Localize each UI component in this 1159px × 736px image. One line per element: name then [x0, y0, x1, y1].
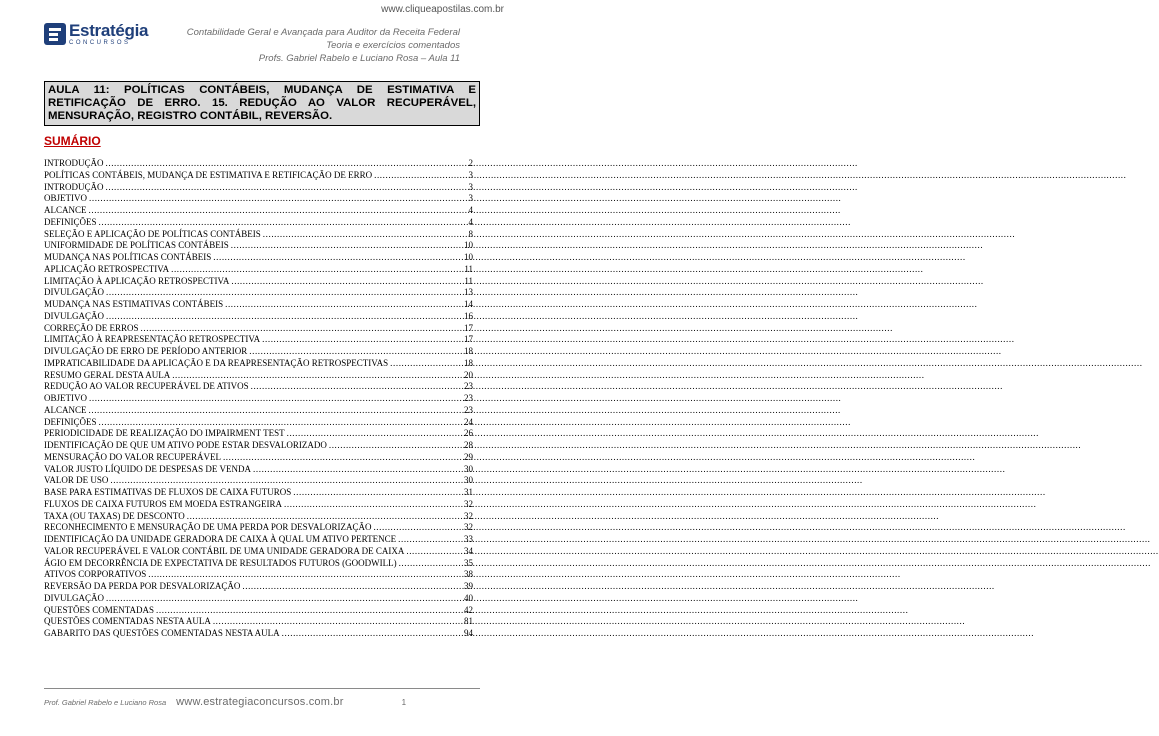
toc-entry-title: REVERSÃO DA PERDA POR DESVALORIZAÇÃO	[44, 581, 241, 591]
toc-entry-page: 3	[468, 181, 473, 192]
toc-leader-dots	[249, 346, 462, 358]
toc-entry[interactable]	[44, 205, 473, 217]
toc-entry-page: 32	[464, 498, 473, 509]
toc-entry[interactable]	[44, 569, 473, 581]
toc-entry-title: RECONHECIMENTO E MENSURAÇÃO DE UMA PERDA POR DESVALORIZAÇÃO	[44, 522, 372, 533]
course-title: Contabilidade Geral e Avançada para Auditor da Receita Federal	[186, 27, 460, 38]
course-header	[187, 26, 460, 65]
toc-entry-page: 31	[464, 487, 473, 497]
footer-divider	[44, 688, 480, 689]
toc-entry[interactable]	[44, 417, 473, 429]
logo-subtitle: CONCURSOS	[69, 40, 131, 46]
toc-entry[interactable]	[44, 370, 473, 382]
page-footer	[44, 696, 480, 708]
toc-leader-dots	[106, 182, 467, 194]
toc-leader-dots	[253, 464, 462, 476]
toc-entry[interactable]	[44, 558, 473, 570]
toc-entry[interactable]	[44, 405, 473, 417]
toc-entry[interactable]	[44, 182, 473, 194]
toc-entry-title: ALCANCE	[44, 205, 87, 215]
toc-entry-title: VALOR DE USO	[44, 475, 109, 486]
toc-entry-page: 35	[464, 557, 473, 568]
toc-entry[interactable]	[44, 358, 473, 370]
toc-leader-dots	[148, 569, 462, 581]
toc-entry-title: RESUMO GERAL DESTA AULA	[44, 369, 171, 380]
toc-entry-page: 2	[468, 158, 473, 168]
toc-entry-title: IMPRATICABILIDADE DA APLICAÇÃO E DA REAPRESENTAÇÃO RETROSPECTIVAS	[44, 357, 389, 368]
toc-leader-dots	[374, 170, 466, 182]
toc-leader-dots	[225, 299, 462, 311]
toc-entry-page: 34	[464, 545, 473, 556]
toc-entry-page: 23	[464, 404, 473, 415]
toc-entry-title: SELEÇÃO E APLICAÇÃO DE POLÍTICAS CONTÁBEIS	[44, 228, 261, 239]
toc-entry[interactable]	[44, 299, 473, 311]
toc-entry[interactable]	[44, 193, 473, 205]
summary-heading: SUMÁRIO	[44, 134, 101, 148]
toc-leader-dots	[223, 452, 462, 464]
footer-author: Prof. Gabriel Rabelo e Luciano Rosa	[44, 698, 167, 707]
toc-entry-title: MUDANÇA NAS POLÍTICAS CONTÁBEIS	[44, 252, 212, 262]
toc-entry-page: 17	[464, 334, 473, 345]
toc-leader-dots	[106, 158, 467, 170]
toc-entry-title: APLICAÇÃO RETROSPECTIVA	[44, 263, 170, 274]
toc-entry-page: 94	[464, 628, 473, 638]
toc-entry-title: MUDANÇA NAS ESTIMATIVAS CONTÁBEIS	[44, 299, 224, 309]
toc-leader-dots	[398, 534, 462, 546]
toc-entry-page: 30	[464, 463, 473, 474]
toc-leader-dots	[284, 499, 462, 511]
toc-entry-title: IDENTIFICAÇÃO DE QUE UM ATIVO PODE ESTAR DESVALORIZADO	[44, 440, 327, 450]
toc-entry-title: VALOR RECUPERÁVEL E VALOR CONTÁBIL DE UMA UNIDADE GERADORA DE CAIXA	[44, 545, 405, 556]
toc-entry[interactable]	[44, 217, 473, 229]
toc-entry-title: DEFINIÇÕES	[44, 416, 97, 427]
toc-entry-page: 29	[464, 451, 473, 462]
toc-entry-page: 10	[464, 240, 473, 251]
toc-entry[interactable]	[44, 511, 473, 523]
toc-entry-title: OBJETIVO	[44, 193, 87, 204]
toc-entry[interactable]	[44, 393, 473, 405]
toc-leader-dots	[89, 193, 467, 205]
toc-entry-title: DIVULGAÇÃO	[44, 592, 104, 603]
toc-entry-title: LIMITAÇÃO À REAPRESENTAÇÃO RETROSPECTIVA	[44, 334, 261, 345]
toc-entry[interactable]	[44, 252, 473, 264]
toc-leader-dots	[171, 264, 462, 276]
toc-entry[interactable]	[44, 487, 473, 499]
toc-entry[interactable]	[44, 546, 473, 558]
toc-entry-page: 10	[464, 252, 473, 262]
toc-entry-page: 11	[464, 263, 473, 274]
toc-leader-dots	[89, 393, 462, 405]
toc-entry-page: 30	[464, 475, 473, 486]
toc-entry-page: 33	[464, 534, 473, 544]
toc-entry-page: 32	[464, 510, 473, 521]
estrategia-logo	[44, 22, 148, 46]
toc-entry-title: INTRODUÇÃO	[44, 158, 104, 168]
toc-leader-dots	[172, 370, 462, 382]
toc-leader-dots	[390, 358, 462, 370]
toc-entry-page: 3	[468, 169, 473, 180]
toc-entry-title: DIVULGAÇÃO	[44, 287, 104, 298]
toc-entry[interactable]	[44, 440, 473, 452]
toc-leader-dots	[231, 276, 462, 288]
toc-entry-page: 32	[464, 522, 473, 533]
toc-entry-title: ÁGIO EM DECORRÊNCIA DE EXPECTATIVA DE RESULTADOS FUTUROS (GOODWILL)	[44, 557, 397, 568]
toc-leader-dots	[231, 240, 462, 252]
toc-entry-page: 42	[464, 604, 473, 615]
toc-entry[interactable]	[44, 581, 473, 593]
logo-name: Estratégia	[69, 21, 149, 40]
toc-entry-title: INTRODUÇÃO	[44, 181, 104, 192]
toc-entry[interactable]	[44, 240, 473, 252]
toc-leader-dots	[110, 475, 462, 487]
toc-entry-title: MENSURAÇÃO DO VALOR RECUPERÁVEL	[44, 451, 221, 462]
toc-entry-title: QUESTÕES COMENTADAS	[44, 604, 155, 615]
toc-entry-page: 11	[464, 275, 473, 286]
toc-leader-dots	[399, 558, 462, 570]
toc-entry[interactable]	[44, 452, 473, 464]
toc-entry-title: TAXA (OU TAXAS) DE DESCONTO	[44, 510, 185, 521]
toc-entry-page: 81	[464, 616, 473, 627]
toc-entry[interactable]	[44, 628, 473, 640]
toc-entry-title: LIMITAÇÃO À APLICAÇÃO RETROSPECTIVA	[44, 275, 230, 286]
toc-entry-page: 24	[464, 416, 473, 427]
toc-entry[interactable]	[44, 464, 473, 476]
course-subtitle: Teoria e exercícios comentados	[326, 40, 460, 51]
toc-leader-dots	[99, 217, 467, 229]
toc-entry-title: DIVULGAÇÃO	[44, 310, 104, 321]
lesson-title: AULA 11: POLÍTICAS CONTÁBEIS, MUDANÇA DE ESTIMATIVA E RETIFICAÇÃO DE ERRO. 15. REDUÇÃO AO VALOR RECUPERÁVEL, MENSURAÇÃO, REGISTRO CONTÁBIL, REVERSÃO.	[44, 81, 480, 126]
toc-entry[interactable]	[44, 170, 473, 182]
toc-entry[interactable]	[44, 428, 473, 440]
toc-entry-title: ATIVOS CORPORATIVOS	[44, 569, 147, 580]
toc-entry-title: QUESTÕES COMENTADAS NESTA AULA	[44, 616, 211, 627]
toc-entry[interactable]	[44, 522, 473, 534]
toc-entry-title: DEFINIÇÕES	[44, 216, 97, 227]
toc-leader-dots	[406, 546, 462, 558]
toc-entry-title: IDENTIFICAÇÃO DA UNIDADE GERADORA DE CAIXA À QUAL UM ATIVO PERTENCE	[44, 534, 397, 544]
toc-leader-dots	[329, 440, 462, 452]
toc-entry[interactable]	[44, 616, 473, 628]
toc-entry-title: UNIFORMIDADE DE POLÍTICAS CONTÁBEIS	[44, 240, 229, 251]
toc-entry[interactable]	[44, 593, 473, 605]
toc-leader-dots	[89, 205, 467, 217]
toc-entry-page: 17	[464, 322, 473, 333]
toc-entry[interactable]	[44, 346, 473, 358]
toc-leader-dots	[156, 605, 462, 617]
toc-entry[interactable]	[44, 229, 473, 241]
toc-entry[interactable]	[44, 311, 473, 323]
toc-entry-title: DIVULGAÇÃO DE ERRO DE PERÍODO ANTERIOR	[44, 346, 248, 356]
toc-entry[interactable]	[44, 499, 473, 511]
toc-leader-dots	[282, 628, 462, 640]
toc-leader-dots	[251, 381, 462, 393]
toc-leader-dots	[262, 334, 462, 346]
toc-entry[interactable]	[44, 276, 473, 288]
toc-entry[interactable]	[44, 605, 473, 617]
toc-entry[interactable]	[44, 264, 473, 276]
toc-entry-page: 4	[468, 205, 473, 215]
table-of-contents	[44, 158, 473, 640]
toc-entry[interactable]	[44, 475, 473, 487]
toc-entry-title: REDUÇÃO AO VALOR RECUPERÁVEL DE ATIVOS	[44, 381, 249, 392]
toc-entry-title: ALCANCE	[44, 404, 87, 415]
toc-leader-dots	[99, 417, 462, 429]
toc-entry-title: GABARITO DAS QUESTÕES COMENTADAS NESTA AULA	[44, 628, 280, 638]
toc-entry-page: 28	[464, 440, 473, 450]
toc-leader-dots	[187, 511, 462, 523]
toc-entry-page: 14	[464, 299, 473, 309]
toc-entry-page: 20	[464, 369, 473, 380]
toc-leader-dots	[287, 428, 462, 440]
toc-entry-page: 18	[464, 346, 473, 356]
toc-entry-title: CORREÇÃO DE ERROS	[44, 322, 139, 333]
footer-website: www.estrategiaconcursos.com.br	[176, 696, 344, 708]
toc-entry[interactable]	[44, 334, 473, 346]
toc-entry[interactable]	[44, 287, 473, 299]
toc-entry[interactable]	[44, 534, 473, 546]
toc-entry-page: 23	[464, 393, 473, 403]
toc-entry-title: FLUXOS DE CAIXA FUTUROS EM MOEDA ESTRANGEIRA	[44, 498, 283, 509]
toc-leader-dots	[89, 405, 463, 417]
watermark-url: www.cliqueapostilas.com.br	[381, 4, 504, 15]
toc-entry-page: 16	[464, 310, 473, 321]
page-number: 1	[401, 698, 407, 707]
toc-entry-title: BASE PARA ESTIMATIVAS DE FLUXOS DE CAIXA FUTUROS	[44, 487, 292, 497]
toc-leader-dots	[263, 229, 467, 241]
toc-leader-dots	[106, 287, 462, 299]
toc-entry-page: 4	[468, 216, 473, 227]
toc-entry-page: 8	[468, 228, 473, 239]
toc-entry-title: PERIODICIDADE DE REALIZAÇÃO DO IMPAIRMENT TEST	[44, 428, 285, 439]
toc-entry-title: OBJETIVO	[44, 393, 87, 403]
toc-leader-dots	[141, 323, 462, 335]
toc-leader-dots	[373, 522, 462, 534]
toc-leader-dots	[106, 311, 462, 323]
toc-entry-page: 38	[464, 569, 473, 580]
toc-leader-dots	[106, 593, 462, 605]
toc-entry-page: 3	[468, 193, 473, 204]
logo-mark-icon	[44, 23, 66, 45]
toc-entry-page: 23	[464, 381, 473, 392]
toc-leader-dots	[242, 581, 462, 593]
toc-entry[interactable]	[44, 323, 473, 335]
toc-entry-page: 18	[464, 357, 473, 368]
course-professors: Profs. Gabriel Rabelo e Luciano Rosa – Aula 11	[258, 53, 460, 64]
toc-entry-page: 40	[464, 592, 473, 603]
toc-entry-page: 39	[464, 581, 473, 591]
toc-entry[interactable]	[44, 381, 473, 393]
toc-entry-title: VALOR JUSTO LÍQUIDO DE DESPESAS DE VENDA	[44, 463, 252, 474]
toc-entry[interactable]	[44, 158, 473, 170]
toc-leader-dots	[213, 252, 462, 264]
toc-entry-title: POLÍTICAS CONTÁBEIS, MUDANÇA DE ESTIMATIVA E RETIFICAÇÃO DE ERRO	[44, 169, 373, 180]
toc-entry-page: 26	[464, 428, 473, 439]
toc-leader-dots	[213, 616, 462, 628]
toc-leader-dots	[293, 487, 462, 499]
toc-entry-page: 13	[464, 287, 473, 298]
